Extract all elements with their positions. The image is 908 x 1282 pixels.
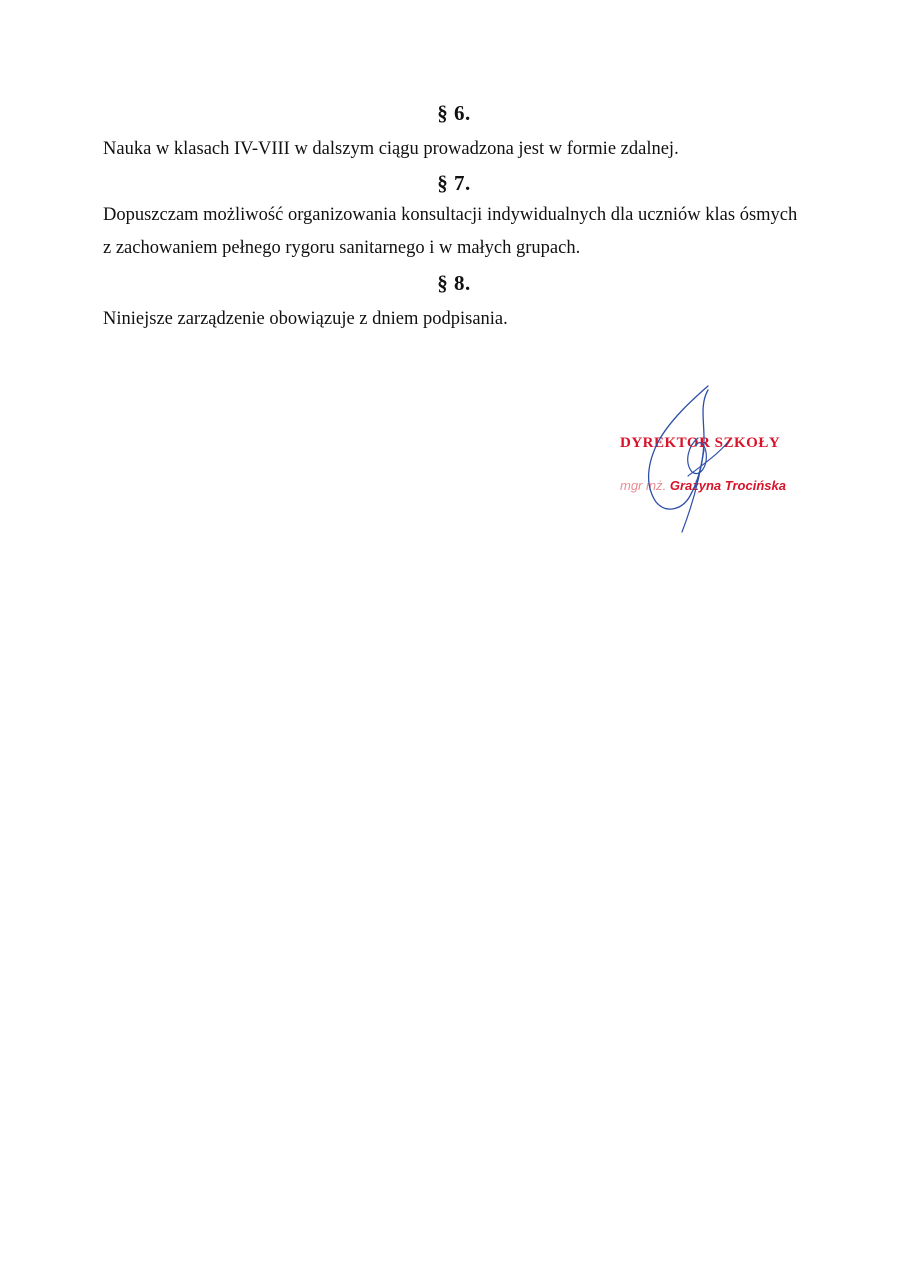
director-stamp xyxy=(600,380,830,540)
section-7-heading: § 7. xyxy=(437,171,471,195)
section-6-line-1: Nauka w klasach IV-VIII w dalszym ciągu prowadzona jest w formie zdalnej. xyxy=(103,139,679,159)
handwritten-signature xyxy=(600,380,830,540)
stamp-name-text: Grażyna Trocińska xyxy=(669,478,786,493)
stamp-title: DYREKTOR SZKOŁY xyxy=(620,435,781,451)
section-8-heading: § 8. xyxy=(437,271,471,295)
section-6-heading: § 6. xyxy=(437,101,471,125)
stamp-name xyxy=(620,478,786,493)
section-8-line-1: Niniejsze zarządzenie obowiązuje z dniem podpisania. xyxy=(103,309,508,329)
stamp-name-prefix: mgr inż. xyxy=(620,478,667,493)
section-7-line-1: Dopuszczam możliwość organizowania konsultacji indywidualnych dla uczniów klas ósmych xyxy=(103,205,798,225)
section-7-line-2: z zachowaniem pełnego rygoru sanitarnego i w małych grupach. xyxy=(103,238,581,258)
